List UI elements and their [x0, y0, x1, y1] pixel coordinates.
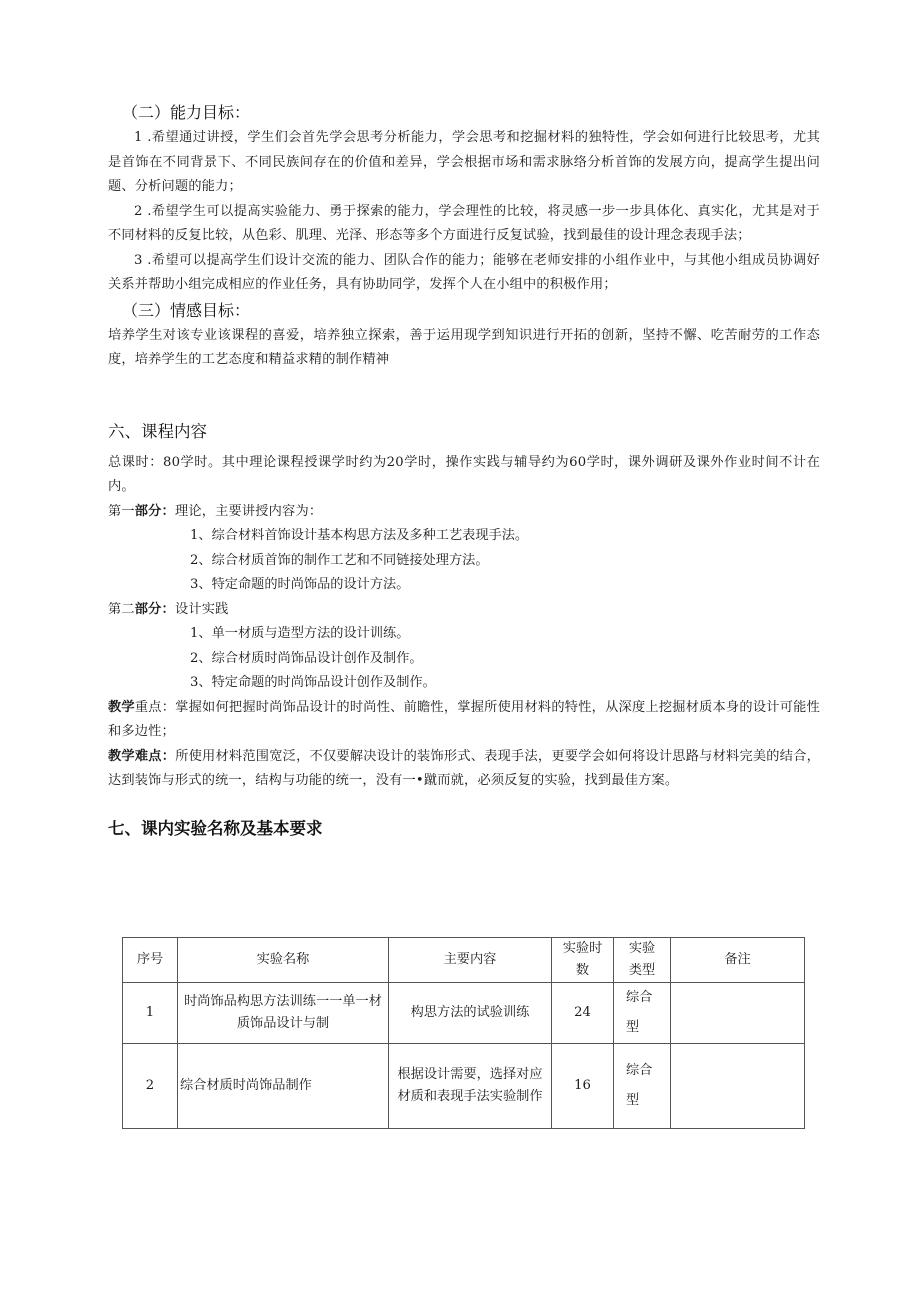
cell-index: 1: [123, 983, 178, 1044]
cell-hours: 16: [552, 1044, 614, 1129]
ability-goal-3: 3 .希望可以提高学生们设计交流的能力、团队合作的能力；能够在老师安排的小组作业中，与其他小组成员协调好关系并帮助小组完成相应的作业任务，具有协助同学，发挥个人在小组中的积极作用；: [108, 252, 820, 292]
part2-rest: 设计实践: [174, 601, 229, 617]
part1-item: 3、特定命题的时尚饰品的设计方法。: [190, 577, 410, 592]
part2-prefix: 第二: [108, 601, 135, 617]
header-cell: 实验时数: [552, 938, 614, 983]
emotional-goals-text: 培养学生对该专业该课程的喜爱，培养独立探索，善于运用现学到知识进行开拓的创新，坚持不懈、吃苦耐劳的工作态度，培养学生的工艺态度和精益求精的制作精神: [108, 327, 820, 367]
ability-goal-1: 1 .希望通过讲授，学生们会首先学会思考分析能力，学会思考和挖掘材料的独特性，学会如何进行比较思考，尤其是首饰在不同背景下、不同民族间存在的价值和差异，学会根据市场和需求脉络分析首饰的发展方向，提高学生提出问题、分析问题的能力；: [108, 130, 820, 194]
cell-content: 根据设计需要，选择对应材质和表现手法实验制作: [389, 1044, 552, 1129]
table-header-row: [123, 938, 805, 983]
header-cell: 主要内容: [389, 938, 552, 983]
part2-item: 2、综合材质时尚饰品设计创作及制作。: [190, 650, 423, 666]
part1-prefix: 第一: [108, 503, 135, 519]
cell-hours: 24: [552, 983, 614, 1044]
part1-rest: 理论，主要讲授内容为：: [174, 503, 323, 519]
total-hours: 总课时：80学时。其中理论课程授课学时约为20学时，操作实践与辅导约为60学时，课外调研及课外作业时间不计在内。: [108, 454, 820, 494]
ability-goals-heading: （二）能力目标：: [122, 103, 251, 122]
document-page: [108, 100, 820, 842]
part1-line: [108, 500, 820, 525]
cell-index: 2: [123, 1044, 178, 1129]
header-cell: 实验名称: [178, 938, 389, 983]
part2-line: [108, 598, 820, 623]
cell-type: 综合型: [614, 1044, 671, 1129]
part1-bold: 部分：: [134, 503, 175, 519]
teaching-key-point: [108, 696, 820, 745]
table-row: [123, 1044, 805, 1129]
part2-item: 1、单一材质与造型方法的设计训练。: [190, 626, 410, 641]
emotional-goals-heading: （三）情感目标：: [122, 300, 251, 320]
cell-name: 综合材质时尚饰品制作: [178, 1044, 389, 1129]
cell-note: [671, 1044, 805, 1129]
header-cell: 实验类型: [614, 938, 671, 983]
part2-item: 3、特定命题的时尚饰品设计创作及制作。: [190, 675, 436, 690]
cell-content: 构思方法的试验训练: [389, 983, 552, 1044]
ability-goal-2: 2 .希望学生可以提高实验能力、勇于探索的能力，学会理性的比较，将灵感一步一步具体化、真实化，尤其是对于不同材料的反复比较，从色彩、肌理、光泽、形态等多个方面进行反复试验，找到最佳的设计理念表现手法；: [108, 203, 820, 243]
key-point-text: 重点：掌握如何把握时尚饰品设计的时尚性、前瞻性，掌握所使用材料的特性，从深度上挖掘材质本身的设计可能性和多边性；: [108, 699, 820, 739]
teaching-difficulty: [108, 745, 820, 794]
header-cell: 备注: [671, 938, 805, 983]
part2-bold: 部分：: [134, 601, 175, 617]
cell-note: [671, 983, 805, 1044]
section7-heading: 七、课内实验名称及基本要求: [108, 818, 323, 838]
section6-heading: 六、课程内容: [108, 421, 207, 441]
part1-item: 1、综合材料首饰设计基本构思方法及多种工艺表现手法。: [190, 528, 529, 543]
cell-name: 时尚饰品构思方法训练一一单一材质饰品设计与制: [178, 983, 389, 1044]
key-point-label: 教学: [108, 699, 135, 715]
header-cell: 序号: [123, 938, 178, 983]
difficulty-text: 所使用材料范围宽泛，不仅要解决设计的装饰形式、表现手法，更要学会如何将设计思路与材料完美的结合，达到装饰与形式的统一，结构与功能的统一，没有一•蹴而就，必须反复的实验，找到最佳方案。: [108, 748, 821, 788]
table-row: [123, 983, 805, 1044]
experiment-table: [122, 937, 805, 1129]
part1-item: 2、综合材质首饰的制作工艺和不同链接处理方法。: [190, 552, 489, 568]
cell-type: 综合型: [614, 983, 671, 1044]
difficulty-label: 教学难点：: [108, 748, 176, 764]
